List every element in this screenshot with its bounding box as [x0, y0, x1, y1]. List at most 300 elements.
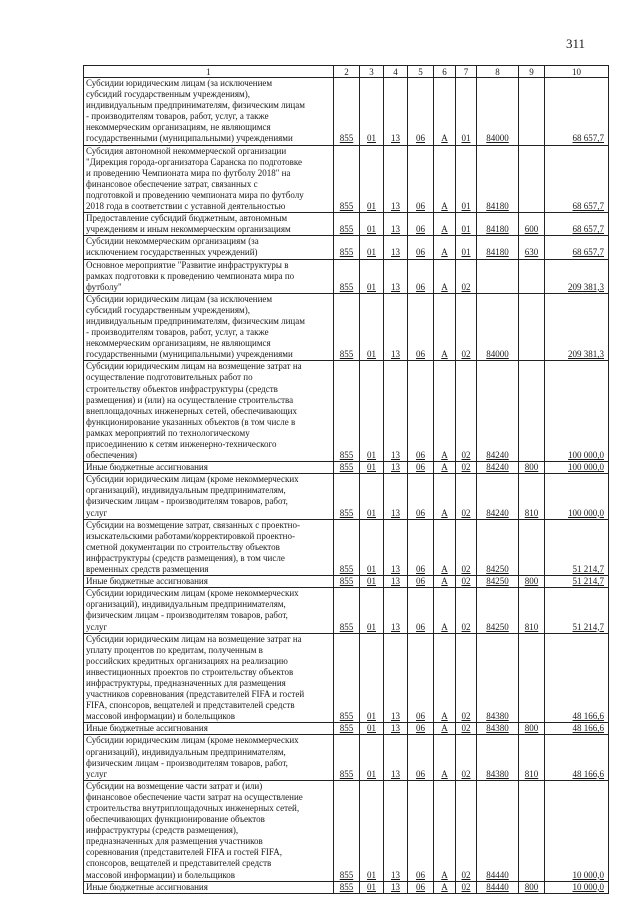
description-line: - производителям товаров, работ, услуг, а также — [86, 327, 269, 338]
description-line: Субсидии на возмещение части затрат и (или) — [86, 780, 263, 791]
table-row — [84, 576, 609, 588]
cell-subsection — [384, 735, 408, 780]
cell-value: 600 — [524, 224, 539, 235]
cell-value: 01 — [367, 881, 376, 892]
cell-value: 06 — [416, 201, 425, 212]
description-line: физическим лицам - производителям товаров, работ, — [86, 496, 288, 507]
description-line: Субсидии юридическим лицам (за исключением — [86, 293, 273, 304]
cell-type-code — [519, 588, 545, 633]
description-line: осуществление подготовительных работ по — [86, 372, 253, 383]
column-header-5: 5 — [408, 66, 434, 78]
cell-value: 02 — [461, 564, 471, 575]
table-header — [84, 66, 609, 78]
cell-section — [360, 474, 384, 519]
cell-program — [408, 474, 434, 519]
cell-program — [408, 361, 434, 462]
cell-value: 51 214,7 — [572, 576, 604, 587]
cell-value: 02 — [461, 349, 471, 360]
table-row — [84, 78, 609, 146]
cell-value: 84180 — [486, 224, 509, 235]
cell-admin-code — [334, 462, 360, 474]
cell-expense-code — [477, 474, 519, 519]
row-description — [84, 259, 334, 293]
cell-value: 13 — [391, 576, 400, 587]
description-line: инфраструктуры, предназначенных для размещения — [86, 677, 286, 688]
cell-subsection — [384, 213, 408, 236]
description-line: организаций), индивидуальным предпринимателям, — [86, 599, 286, 610]
cell-subsection — [384, 462, 408, 474]
description-line: изыскательскими работами/корректировкой проектно- — [86, 530, 295, 541]
cell-value: 01 — [461, 133, 471, 144]
cell-value: А — [441, 621, 448, 632]
description-line: 2018 года в соответствии с уставной деятельностью — [86, 201, 286, 212]
cell-type-code — [519, 735, 545, 780]
cell-value: 84380 — [486, 723, 509, 734]
cell-section — [360, 213, 384, 236]
table-row — [84, 462, 609, 474]
cell-activity — [456, 723, 477, 735]
cell-value: 800 — [524, 881, 539, 892]
cell-activity — [456, 735, 477, 780]
cell-activity — [456, 633, 477, 723]
cell-value: 84440 — [486, 869, 509, 880]
row-description — [84, 78, 334, 146]
cell-section — [360, 735, 384, 780]
table-row — [84, 780, 609, 881]
column-header-2: 2 — [334, 66, 360, 78]
description-line: соревнования (представителей FIFA и гостей FIFA, — [86, 847, 282, 858]
cell-subprogram — [434, 236, 456, 259]
description-line: Субсидии юридическим лицам (кроме некоммерческих — [86, 474, 299, 485]
column-header-1: 1 — [84, 66, 334, 78]
cell-value: 855 — [339, 711, 354, 722]
cell-value: 13 — [391, 711, 400, 722]
cell-activity — [456, 881, 477, 893]
cell-expense-code — [477, 633, 519, 723]
cell-value: 84240 — [486, 450, 509, 461]
cell-value: 855 — [339, 247, 354, 258]
table-row — [84, 145, 609, 213]
cell-activity — [456, 576, 477, 588]
description-line: физическим лицам - производителям товаров, работ, — [86, 610, 288, 621]
cell-amount — [545, 474, 609, 519]
cell-value: 01 — [367, 507, 376, 518]
cell-value: 84240 — [486, 507, 509, 518]
description-line: инфраструктуры (средств размещения), — [86, 825, 239, 836]
cell-value: 01 — [367, 281, 376, 292]
description-line: индивидуальным предпринимателям, физическим лицам — [86, 315, 305, 326]
description-line: инфраструктуры (средств размещения), в том числе — [86, 552, 285, 563]
cell-type-code — [519, 474, 545, 519]
description-line: подготовкой и проведению чемпионата мира по футболу — [86, 189, 304, 200]
cell-value: А — [441, 224, 448, 235]
cell-subsection — [384, 259, 408, 293]
cell-type-code — [519, 259, 545, 293]
cell-admin-code — [334, 735, 360, 780]
cell-program — [408, 633, 434, 723]
cell-value: 01 — [367, 621, 376, 632]
cell-amount — [545, 78, 609, 146]
cell-admin-code — [334, 236, 360, 259]
cell-value: А — [441, 881, 448, 892]
cell-activity — [456, 588, 477, 633]
description-line: размещения) и (или) на осуществление строительства — [86, 394, 294, 405]
cell-value: 06 — [416, 281, 425, 292]
description-line: государственными (муниципальными) учреждениями — [86, 133, 293, 144]
cell-program — [408, 236, 434, 259]
cell-value: 84250 — [486, 564, 509, 575]
cell-section — [360, 259, 384, 293]
cell-value: 13 — [391, 462, 400, 473]
cell-activity — [456, 213, 477, 236]
cell-value: А — [441, 869, 448, 880]
cell-admin-code — [334, 78, 360, 146]
cell-value: 855 — [339, 723, 354, 734]
cell-activity — [456, 361, 477, 462]
table-row — [84, 519, 609, 575]
cell-program — [408, 576, 434, 588]
cell-value: 01 — [367, 224, 376, 235]
cell-value: 810 — [524, 507, 539, 518]
cell-value: 810 — [524, 768, 539, 779]
cell-value: 855 — [339, 349, 354, 360]
cell-program — [408, 881, 434, 893]
cell-type-code — [519, 361, 545, 462]
cell-admin-code — [334, 259, 360, 293]
cell-subprogram — [434, 293, 456, 361]
cell-value: 855 — [339, 462, 354, 473]
cell-value: 100 000,0 — [568, 507, 604, 518]
cell-type-code — [519, 576, 545, 588]
cell-expense-code — [477, 723, 519, 735]
cell-value: 01 — [367, 576, 376, 587]
cell-value: 855 — [339, 869, 354, 880]
cell-subprogram — [434, 213, 456, 236]
row-description — [84, 145, 334, 213]
cell-subsection — [384, 723, 408, 735]
cell-type-code — [519, 213, 545, 236]
cell-subprogram — [434, 474, 456, 519]
row-description — [84, 881, 334, 893]
column-header-9: 9 — [519, 66, 545, 78]
cell-amount — [545, 213, 609, 236]
cell-subsection — [384, 780, 408, 881]
cell-section — [360, 576, 384, 588]
cell-value: 01 — [367, 247, 376, 258]
description-line: Субсидии юридическим лицам на возмещение затрат на — [86, 361, 302, 372]
budget-table — [83, 65, 609, 894]
table-row — [84, 735, 609, 780]
description-line: инвестиционных проектов по строительству объектов — [86, 666, 294, 677]
cell-subsection — [384, 881, 408, 893]
cell-activity — [456, 236, 477, 259]
description-line: российских кредитных организациях на реализацию — [86, 655, 288, 666]
cell-value: 06 — [416, 349, 425, 360]
description-line: и проведению Чемпионата мира по футболу 2018" на — [86, 167, 291, 178]
cell-program — [408, 145, 434, 213]
cell-type-code — [519, 236, 545, 259]
cell-value: 100 000,0 — [568, 462, 604, 473]
column-header-8: 8 — [477, 66, 519, 78]
description-line: - производителям товаров, работ, услуг, а также — [86, 111, 269, 122]
cell-value: 84380 — [486, 768, 509, 779]
description-line: Иные бюджетные ассигнования — [86, 881, 208, 892]
row-description — [84, 293, 334, 361]
description-line: сметной документации по строительству объектов — [86, 541, 280, 552]
description-line: футболу" — [86, 281, 122, 292]
cell-amount — [545, 588, 609, 633]
cell-subsection — [384, 361, 408, 462]
description-line: обеспечения) — [86, 450, 138, 461]
cell-value: 810 — [524, 621, 539, 632]
cell-subprogram — [434, 78, 456, 146]
cell-expense-code — [477, 881, 519, 893]
cell-value: 48 166,6 — [572, 768, 604, 779]
cell-value: 13 — [391, 450, 400, 461]
row-description — [84, 236, 334, 259]
cell-value: 800 — [524, 723, 539, 734]
cell-activity — [456, 780, 477, 881]
cell-section — [360, 588, 384, 633]
cell-value: 01 — [367, 349, 376, 360]
cell-subprogram — [434, 723, 456, 735]
description-line: организаций), индивидуальным предпринимателям, — [86, 746, 286, 757]
description-line: государственными (муниципальными) учреждениями — [86, 349, 293, 360]
cell-value: 84000 — [486, 349, 509, 360]
table-row — [84, 293, 609, 361]
cell-expense-code — [477, 576, 519, 588]
cell-value: 01 — [461, 247, 471, 258]
description-line: обеспечивающих функционирование объектов — [86, 814, 265, 825]
cell-value: 855 — [339, 450, 354, 461]
cell-value: 06 — [416, 576, 425, 587]
table-row — [84, 723, 609, 735]
cell-subsection — [384, 293, 408, 361]
cell-value: 02 — [461, 462, 471, 473]
description-line: Субсидии некоммерческим организациям (за — [86, 236, 259, 247]
cell-section — [360, 519, 384, 575]
description-line: финансовое обеспечение части затрат на осуществление — [86, 791, 303, 802]
description-line: Иные бюджетные ассигнования — [86, 576, 208, 587]
row-description — [84, 361, 334, 462]
row-description — [84, 474, 334, 519]
cell-value: 13 — [391, 869, 400, 880]
row-description — [84, 462, 334, 474]
cell-amount — [545, 576, 609, 588]
cell-value: 01 — [367, 564, 376, 575]
cell-value: 13 — [391, 881, 400, 892]
cell-type-code — [519, 78, 545, 146]
cell-value: 855 — [339, 576, 354, 587]
description-line: Основное мероприятие "Развитие инфраструктуры в — [86, 259, 289, 270]
cell-subsection — [384, 576, 408, 588]
cell-subsection — [384, 145, 408, 213]
cell-value: 13 — [391, 768, 400, 779]
cell-expense-code — [477, 735, 519, 780]
cell-section — [360, 462, 384, 474]
cell-amount — [545, 735, 609, 780]
cell-value: А — [441, 564, 448, 575]
description-line: Иные бюджетные ассигнования — [86, 723, 208, 734]
cell-section — [360, 633, 384, 723]
cell-value: 48 166,6 — [572, 711, 604, 722]
cell-amount — [545, 293, 609, 361]
cell-expense-code — [477, 361, 519, 462]
column-header-3: 3 — [360, 66, 384, 78]
cell-expense-code — [477, 213, 519, 236]
cell-value: 13 — [391, 723, 400, 734]
cell-amount — [545, 633, 609, 723]
cell-value: 02 — [461, 881, 471, 892]
cell-type-code — [519, 462, 545, 474]
cell-value: 13 — [391, 621, 400, 632]
description-line: строительства внутриплощадочных инженерных сетей, — [86, 803, 300, 813]
cell-value: 855 — [339, 621, 354, 632]
description-line: Иные бюджетные ассигнования — [86, 462, 208, 473]
description-line: Субсидии юридическим лицам (кроме некоммерческих — [86, 735, 299, 746]
cell-admin-code — [334, 519, 360, 575]
cell-value: 06 — [416, 723, 425, 734]
column-header-10: 10 — [545, 66, 609, 78]
row-description — [84, 633, 334, 723]
cell-value: 51 214,7 — [572, 564, 604, 575]
description-line: внеплощадочных инженерных сетей, обеспечивающих — [86, 405, 297, 416]
cell-type-code — [519, 723, 545, 735]
cell-type-code — [519, 145, 545, 213]
cell-subprogram — [434, 780, 456, 881]
cell-activity — [456, 519, 477, 575]
cell-value: 06 — [416, 462, 425, 473]
cell-amount — [545, 780, 609, 881]
description-line: рамках мероприятий по технологическому — [86, 427, 250, 438]
cell-value: 02 — [461, 450, 471, 461]
cell-value: 10 000,0 — [572, 881, 604, 892]
cell-expense-code — [477, 588, 519, 633]
cell-value: 855 — [339, 881, 354, 892]
cell-section — [360, 723, 384, 735]
table-row — [84, 361, 609, 462]
cell-value: 209 381,3 — [568, 281, 604, 292]
cell-expense-code — [477, 78, 519, 146]
cell-expense-code — [477, 236, 519, 259]
cell-value: 01 — [367, 723, 376, 734]
cell-value: 10 000,0 — [572, 869, 604, 880]
description-line: субсидий государственным учреждениям), — [86, 304, 250, 315]
description-line: индивидуальным предпринимателям, физическим лицам — [86, 100, 305, 111]
cell-program — [408, 259, 434, 293]
description-line: функционирование указанных объектов (в том числе в — [86, 416, 296, 427]
cell-value: А — [441, 462, 448, 473]
cell-value: 13 — [391, 133, 400, 144]
cell-program — [408, 462, 434, 474]
cell-value: 84180 — [486, 201, 509, 212]
row-description — [84, 213, 334, 236]
cell-value: 855 — [339, 507, 354, 518]
cell-value: А — [441, 247, 448, 258]
description-line: уплату процентов по кредитам, полученным в — [86, 644, 263, 655]
cell-value: 02 — [461, 723, 471, 734]
cell-activity — [456, 78, 477, 146]
cell-value: 01 — [367, 869, 376, 880]
cell-value: 01 — [461, 201, 471, 212]
cell-subprogram — [434, 735, 456, 780]
cell-value: 02 — [461, 869, 471, 880]
cell-value: 01 — [367, 768, 376, 779]
cell-subprogram — [434, 576, 456, 588]
column-header-6: 6 — [434, 66, 456, 78]
cell-value: 51 214,7 — [572, 621, 604, 632]
cell-activity — [456, 145, 477, 213]
cell-value: 13 — [391, 201, 400, 212]
description-line: некоммерческим организациям, не являющимся — [86, 122, 271, 133]
cell-value: 01 — [367, 450, 376, 461]
cell-value: 855 — [339, 281, 354, 292]
table-row — [84, 259, 609, 293]
cell-type-code — [519, 293, 545, 361]
table-row — [84, 213, 609, 236]
cell-value: 84440 — [486, 881, 509, 892]
cell-value: 01 — [367, 133, 376, 144]
cell-admin-code — [334, 633, 360, 723]
cell-admin-code — [334, 588, 360, 633]
cell-value: А — [441, 507, 448, 518]
cell-section — [360, 881, 384, 893]
description-line: участников соревнования (представителей FIFA и гостей — [86, 689, 305, 700]
cell-value: 13 — [391, 224, 400, 235]
cell-value: 06 — [416, 507, 425, 518]
cell-section — [360, 361, 384, 462]
cell-value: 84180 — [486, 247, 509, 258]
cell-subsection — [384, 236, 408, 259]
cell-value: 01 — [367, 711, 376, 722]
cell-subsection — [384, 78, 408, 146]
description-line: присоединению к сетям инженерно-технического — [86, 439, 277, 449]
cell-value: 01 — [461, 224, 471, 235]
cell-activity — [456, 462, 477, 474]
cell-subprogram — [434, 588, 456, 633]
cell-value: 01 — [367, 201, 376, 212]
table-body — [84, 78, 609, 894]
column-header-4: 4 — [384, 66, 408, 78]
cell-subprogram — [434, 519, 456, 575]
cell-value: 855 — [339, 224, 354, 235]
cell-value: 02 — [461, 621, 471, 632]
row-description — [84, 588, 334, 633]
cell-subsection — [384, 474, 408, 519]
description-line: строительству объектов инфраструктуры (средств — [86, 383, 278, 394]
cell-type-code — [519, 780, 545, 881]
header-row — [84, 66, 609, 78]
cell-admin-code — [334, 576, 360, 588]
cell-value: 02 — [461, 768, 471, 779]
table-row — [84, 236, 609, 259]
description-line: Субсидии юридическим лицам (кроме некоммерческих — [86, 588, 299, 599]
cell-program — [408, 723, 434, 735]
cell-value: 06 — [416, 711, 425, 722]
cell-value: 06 — [416, 247, 425, 258]
cell-value: 02 — [461, 507, 471, 518]
cell-admin-code — [334, 881, 360, 893]
cell-value: 855 — [339, 133, 354, 144]
description-line: Субсидия автономной некоммерческой организации — [86, 145, 287, 156]
cell-admin-code — [334, 213, 360, 236]
description-line: физическим лицам - производителям товаров, работ, — [86, 757, 288, 768]
cell-subsection — [384, 633, 408, 723]
cell-amount — [545, 361, 609, 462]
cell-amount — [545, 881, 609, 893]
cell-admin-code — [334, 361, 360, 462]
page-number: 311 — [566, 36, 586, 51]
